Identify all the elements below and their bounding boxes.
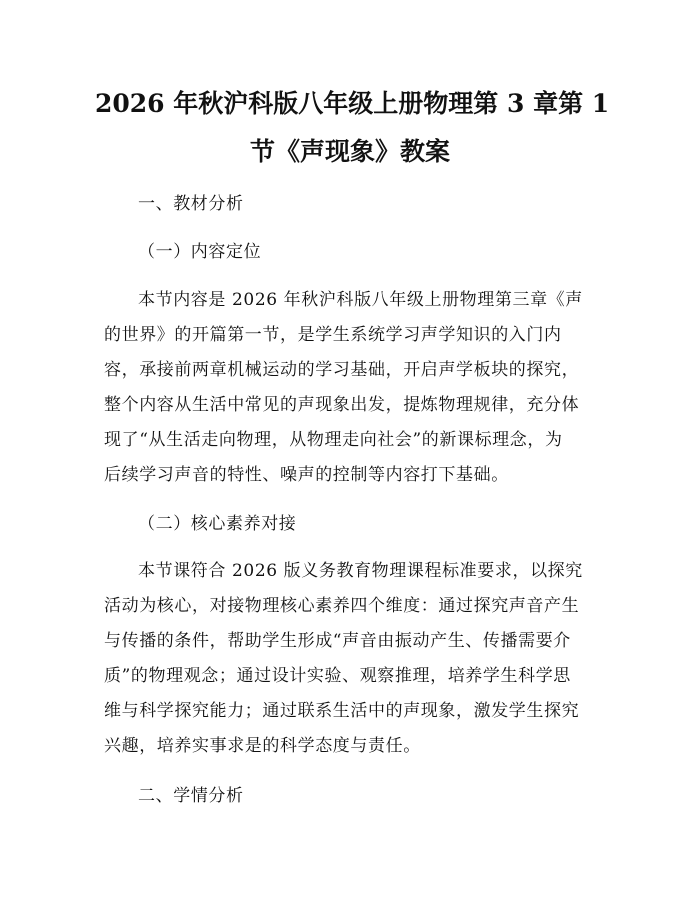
paragraph-line: 后续学习声音的特性、噪声的控制等内容打下基础。 (104, 465, 509, 485)
paragraph-line: 质”的物理观念；通过设计实验、观察推理，培养学生科学思 (104, 666, 571, 686)
paragraph-line: 本节内容是 2026 年秋沪科版八年级上册物理第三章《声 (138, 290, 583, 310)
paragraph-line: 维与科学探究能力；通过联系生活中的声现象，激发学生探究 (104, 701, 580, 721)
subsection-heading-core-literacy: （二）核心素养对接 (138, 514, 297, 534)
paragraph-line: 的世界》的开篇第一节，是学生系统学习声学知识的入门内 (104, 325, 562, 345)
section-heading-learning-analysis: 二、学情分析 (138, 786, 244, 806)
subsection-heading-content-positioning: （一）内容定位 (138, 242, 262, 262)
paragraph-line: 与传播的条件，帮助学生形成“声音由振动产生、传播需要介 (104, 631, 571, 651)
paragraph-line: 活动为核心，对接物理核心素养四个维度：通过探究声音产生 (104, 596, 580, 616)
section-heading-teaching-material-analysis: 一、教材分析 (138, 194, 244, 214)
paragraph-line: 容，承接前两章机械运动的学习基础，开启声学板块的探究， (104, 360, 580, 380)
paragraph-line: 整个内容从生活中常见的声现象出发，提炼物理规律，充分体 (104, 395, 580, 415)
paragraph-line: 现了“从生活走向物理，从物理走向社会”的新课标理念，为 (104, 430, 563, 450)
document-title-line-2: 节《声现象》教案 (249, 137, 450, 166)
document-title-line-1: 2026 年秋沪科版八年级上册物理第 3 章第 1 (95, 89, 610, 118)
paragraph-line: 本节课符合 2026 版义务教育物理课程标准要求，以探究 (138, 561, 583, 581)
paragraph-line: 兴趣，培养实事求是的科学态度与责任。 (104, 736, 421, 756)
